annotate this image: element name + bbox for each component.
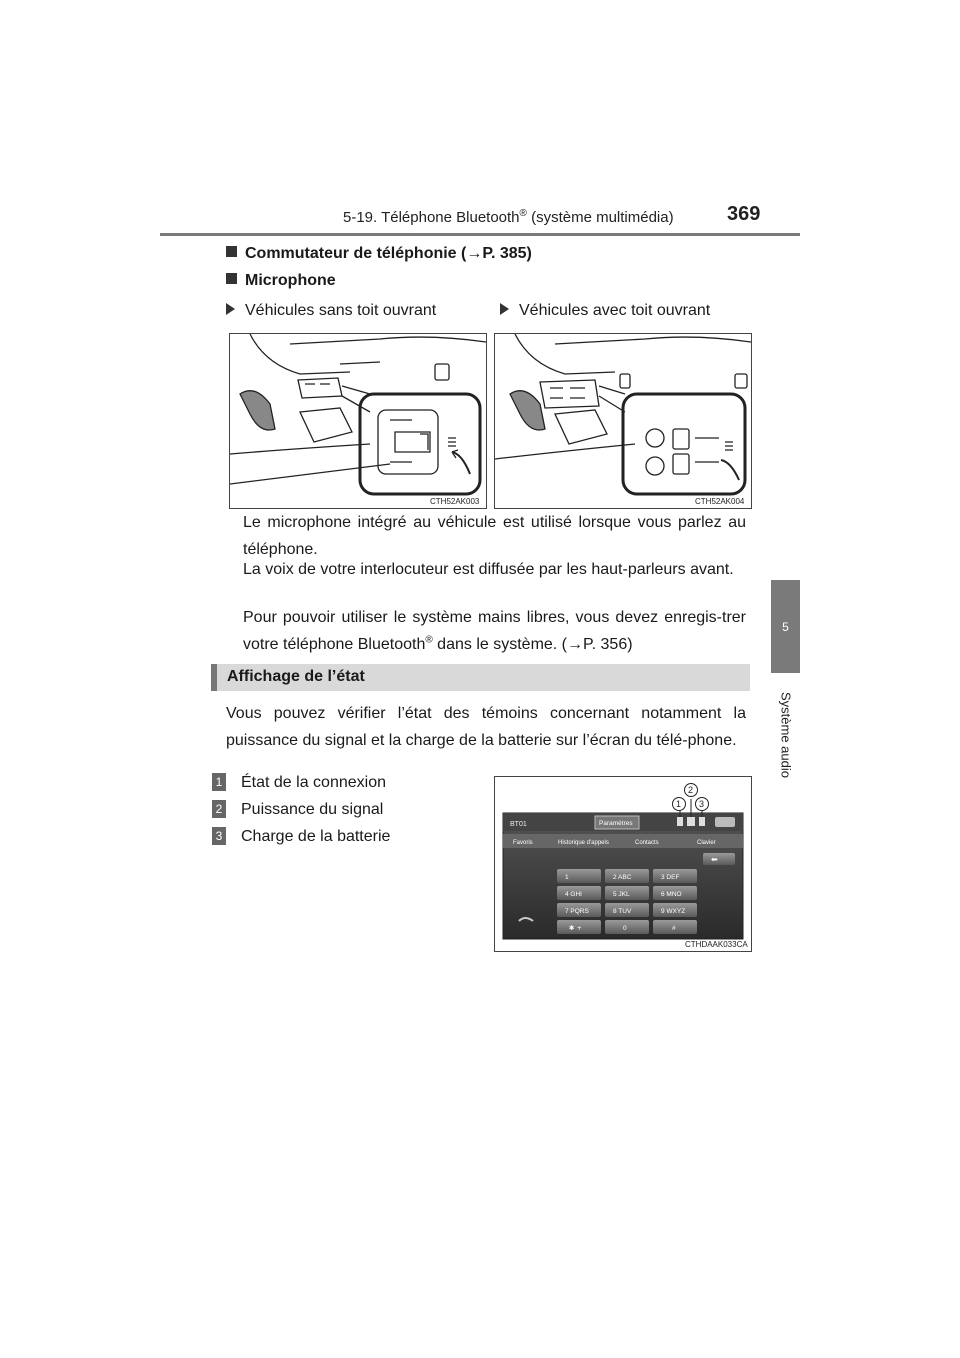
registration-text: Pour pouvoir utiliser le système mains libres, vous devez enregis-trer votre téléphone Bluetooth — [243, 609, 746, 653]
screen-tab-contacts: Contacts — [635, 840, 659, 846]
key-3: 3 DEF — [661, 874, 680, 881]
key-1: 1 — [565, 874, 569, 881]
key-4: 4 GHI — [565, 891, 582, 898]
microphone-location-sunroof-illustration — [495, 334, 751, 508]
key-star: ✱ + — [569, 924, 582, 932]
key-hash: # — [672, 925, 676, 932]
screen-tab-keypad: Clavier — [697, 840, 716, 846]
legend-label: Puissance du signal — [241, 801, 384, 818]
page-number: 369 — [727, 203, 761, 225]
chapter-label-text: Système audio — [778, 692, 793, 778]
switch-heading-text: Commutateur de téléphonie ( — [245, 245, 467, 262]
figure-without-sunroof — [229, 333, 487, 509]
registered-mark: ® — [519, 208, 527, 219]
backspace-icon: ⬅ — [711, 855, 718, 864]
legend-item-signal — [212, 800, 383, 819]
legend-number: 3 — [212, 827, 226, 845]
screen-device-name: BT01 — [510, 821, 527, 828]
registration-page-ref[interactable]: P. 356) — [583, 636, 633, 653]
paragraph-microphone-use: Le microphone intégré au véhicule est utilisé lorsque vous parlez au téléphone. — [243, 514, 746, 558]
triangle-bullet-icon — [500, 303, 509, 315]
legend-number: 1 — [212, 773, 226, 791]
legend-number: 2 — [212, 800, 226, 818]
figure-with-sunroof — [494, 333, 752, 509]
callout-1: 1 — [676, 799, 682, 809]
key-2: 2 ABC — [613, 874, 632, 881]
registered-mark: ® — [425, 634, 433, 646]
running-header — [343, 208, 674, 226]
header-title-prefix: 5-19. Téléphone Bluetooth — [343, 209, 520, 226]
phone-screen-figure — [494, 776, 752, 952]
arrow-icon: → — [567, 636, 584, 653]
figure-code-left: CTH52AK003 — [430, 497, 480, 506]
legend-item-battery — [212, 827, 390, 846]
header-title-suffix: (système multimédia) — [526, 209, 674, 226]
microphone-heading-text: Microphone — [245, 272, 336, 289]
key-5: 5 JKL — [613, 891, 630, 898]
chapter-label — [771, 690, 800, 780]
legend-label: État de la connexion — [241, 774, 386, 791]
callout-3: 3 — [699, 799, 705, 809]
caption-without-sunroof — [226, 302, 436, 320]
legend-item-connection — [212, 773, 386, 792]
key-6: 6 MNO — [661, 891, 682, 898]
registration-text-2: dans le système. ( — [432, 636, 568, 653]
arrow-icon: → — [466, 245, 483, 262]
caption-right-text: Véhicules avec toit ouvrant — [519, 302, 711, 319]
microphone-location-illustration — [230, 334, 486, 508]
square-bullet-icon — [226, 246, 237, 257]
chapter-tab[interactable] — [771, 580, 800, 673]
section-title: Affichage de l’état — [227, 668, 365, 685]
figure-code-right: CTH52AK004 — [695, 497, 745, 506]
key-7: 7 PQRS — [565, 908, 589, 915]
switch-page-ref[interactable]: P. 385) — [482, 245, 532, 262]
section-status-display — [211, 664, 750, 691]
triangle-bullet-icon — [226, 303, 235, 315]
key-0: 0 — [623, 925, 627, 932]
caption-left-text: Véhicules sans toit ouvrant — [245, 302, 437, 319]
paragraph-speakers: La voix de votre interlocuteur est diffusée par les haut-parleurs avant. — [243, 561, 734, 578]
header-divider — [160, 233, 800, 236]
paragraph-registration — [243, 604, 746, 658]
callout-2: 2 — [688, 785, 694, 795]
key-8: 8 TUV — [613, 908, 632, 915]
square-bullet-icon — [226, 273, 237, 284]
caption-with-sunroof — [500, 302, 710, 320]
switch-heading — [226, 245, 532, 263]
figure-code-screen: CTHDAAK033CA — [685, 940, 748, 949]
paragraph-status-intro: Vous pouvez vérifier l’état des témoins concernant notamment la puissance du signal et la charge de la batterie sur l’écran du télé-phone. — [226, 705, 746, 749]
screen-header-tab: Paramètres — [599, 820, 633, 827]
key-9: 9 WXYZ — [661, 908, 686, 915]
legend-label: Charge de la batterie — [241, 828, 391, 845]
screen-tab-favorites: Favoris — [513, 840, 533, 846]
phone-screen-illustration — [495, 777, 751, 951]
chapter-number: 5 — [782, 619, 789, 634]
microphone-heading — [226, 272, 336, 290]
screen-tab-history: Historique d'appels — [558, 840, 609, 846]
